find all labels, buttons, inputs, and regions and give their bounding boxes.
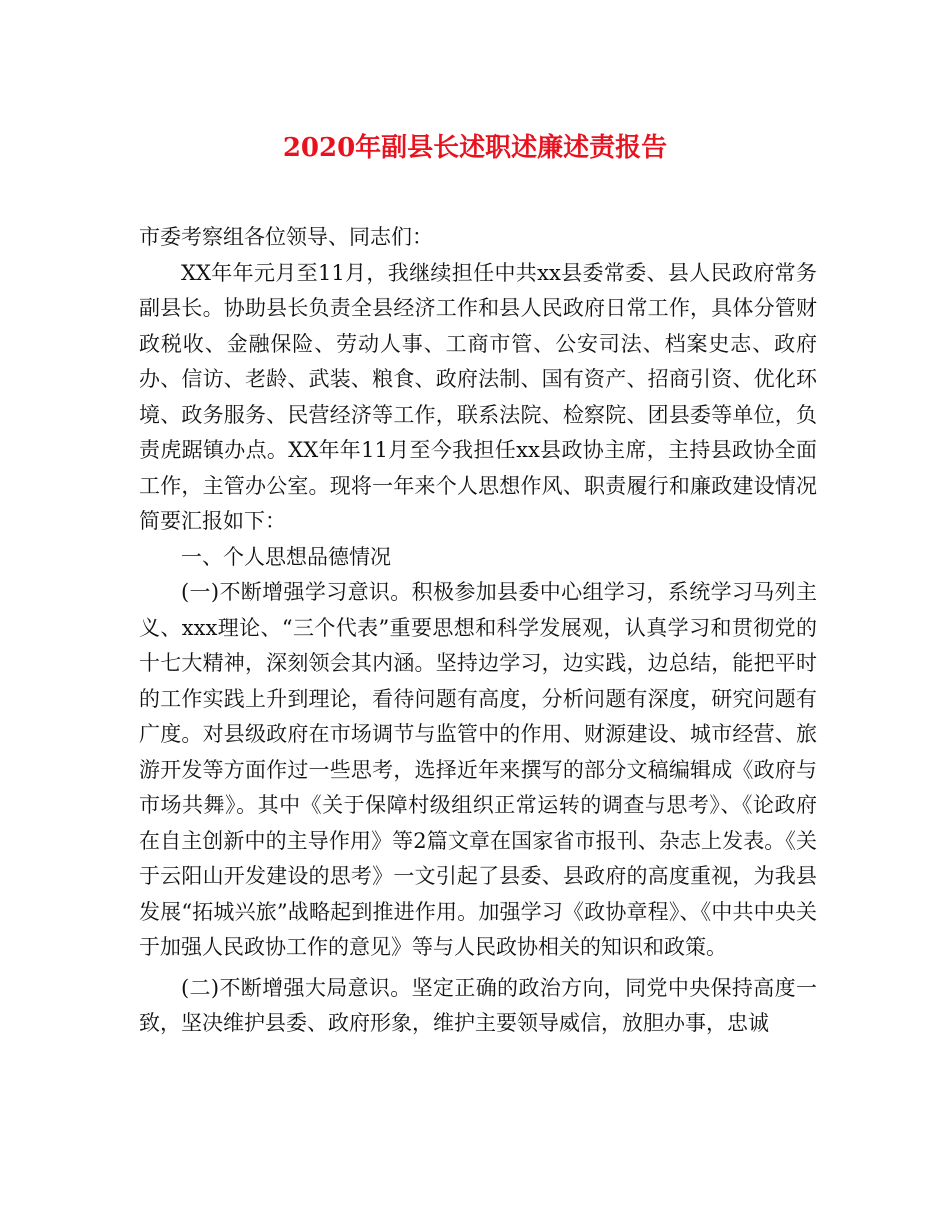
document-body bbox=[139, 220, 817, 1042]
intro-paragraph: XX年年元月至11月，我继续担任中共xx县委常委、县人民政府常务副县长。协助县长负责全县经济工作和县人民政府日常工作，具体分管财政税收、金融保险、劳动人事、工商市管、公安司法、档案史志、政府办、信访、老龄、武装、粮食、政府法制、国有资产、招商引资、优化环境、政务服务、民营经济等工作，联系法院、检察院、团县委等单位，负责虎踞镇办点。XX年年11月至今我担任xx县政协主席，主持县政协全面工作，主管办公室。现将一年来个人思想作风、职责履行和廉政建设情况简要汇报如下： bbox=[139, 260, 817, 533]
salutation-paragraph: 市委考察组各位领导、同志们： bbox=[139, 225, 433, 249]
section-heading: 一、个人思想品德情况 bbox=[181, 544, 391, 569]
document-title: 2020年副县长述职述廉述责报告 bbox=[282, 133, 668, 163]
study-awareness-paragraph: (一)不断增强学习意识。积极参加县委中心组学习，系统学习马列主义、xxx理论、“三个代表”重要思想和科学发展观，认真学习和贯彻党的十七大精神，深刻领会其内涵。坚持边学习，边实践，边总结，能把平时的工作实践上升到理论，看待问题有高度，分析问题有深度，研究问题有广度。对县级政府在市场调节与监管中的作用、财源建设、城市经营、旅游开发等方面作过一些思考，选择近年来撰写的部分文稿编辑成《政府与市场共舞》。其中《关于保障村级组织正常运转的调查与思考》、《论政府在自主创新中的主导作用》等2篇文章在国家省市报刊、杂志上发表。《关于云阳山开发建设的思考》一文引起了县委、县政府的高度重视，为我县发展“拓城兴旅”战略起到推进作用。加强学习《政协章程》、《中共中央关于加强人民政协工作的意见》等与人民政协相关的知识和政策。 bbox=[139, 580, 817, 959]
overall-awareness-paragraph: (二)不断增强大局意识。坚定正确的政治方向，同党中央保持高度一致，坚决维护县委、政府形象，维护主要领导威信，放胆办事，忠诚 bbox=[139, 975, 817, 1035]
